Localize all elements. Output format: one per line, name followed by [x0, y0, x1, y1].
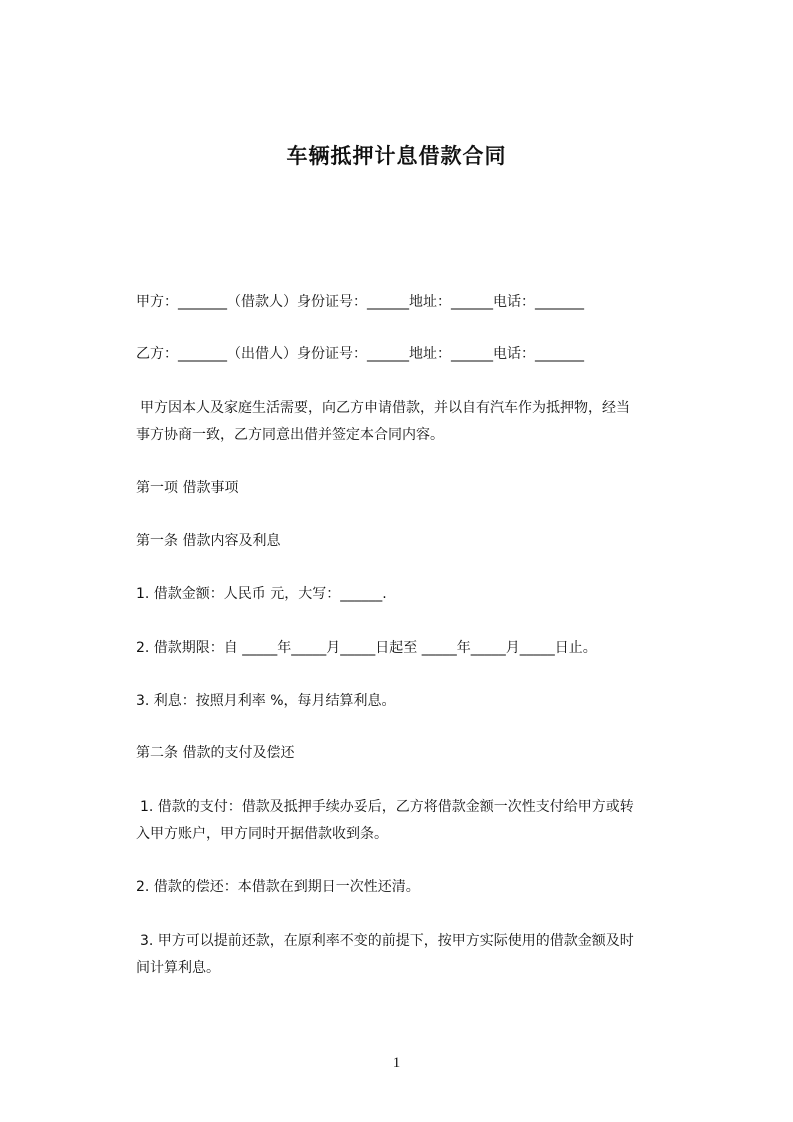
item-interest: 3. 利息：按照月利率 %，每月结算利息。 — [136, 693, 396, 709]
article-2-heading: 第二条 借款的支付及偿还 — [136, 745, 295, 761]
party-a-line: 甲方：_______（借款人）身份证号：______地址：______电话：_______ — [136, 294, 584, 310]
intro-paragraph-line-1: 甲方因本人及家庭生活需要，向乙方申请借款，并以自有汽车作为抵押物，经当 — [140, 400, 630, 416]
page-number: 1 — [392, 1055, 401, 1071]
item-loan-term: 2. 借款期限：自 _____年_____月_____日起至 _____年_____月_____日止。 — [136, 640, 597, 656]
party-b-line: 乙方：_______（出借人）身份证号：______地址：______电话：_______ — [136, 346, 584, 362]
section-1-heading: 第一项 借款事项 — [136, 480, 239, 496]
article-1-heading: 第一条 借款内容及利息 — [136, 533, 281, 549]
item-loan-amount: 1. 借款金额：人民币 元，大写：______. — [136, 586, 387, 602]
item-early-repayment-line-1: 3. 甲方可以提前还款，在原利率不变的前提下，按甲方实际使用的借款金额及时 — [140, 933, 634, 949]
intro-paragraph-line-2: 事方协商一致，乙方同意出借并签定本合同内容。 — [136, 427, 444, 443]
item-early-repayment-line-2: 间计算利息。 — [136, 960, 220, 976]
item-repayment: 2. 借款的偿还：本借款在到期日一次性还清。 — [136, 879, 420, 895]
item-payment-line-1: 1. 借款的支付：借款及抵押手续办妥后，乙方将借款金额一次性支付给甲方或转 — [140, 799, 634, 815]
document-title: 车辆抵押计息借款合同 — [286, 144, 507, 168]
item-payment-line-2: 入甲方账户，甲方同时开据借款收到条。 — [136, 826, 388, 842]
